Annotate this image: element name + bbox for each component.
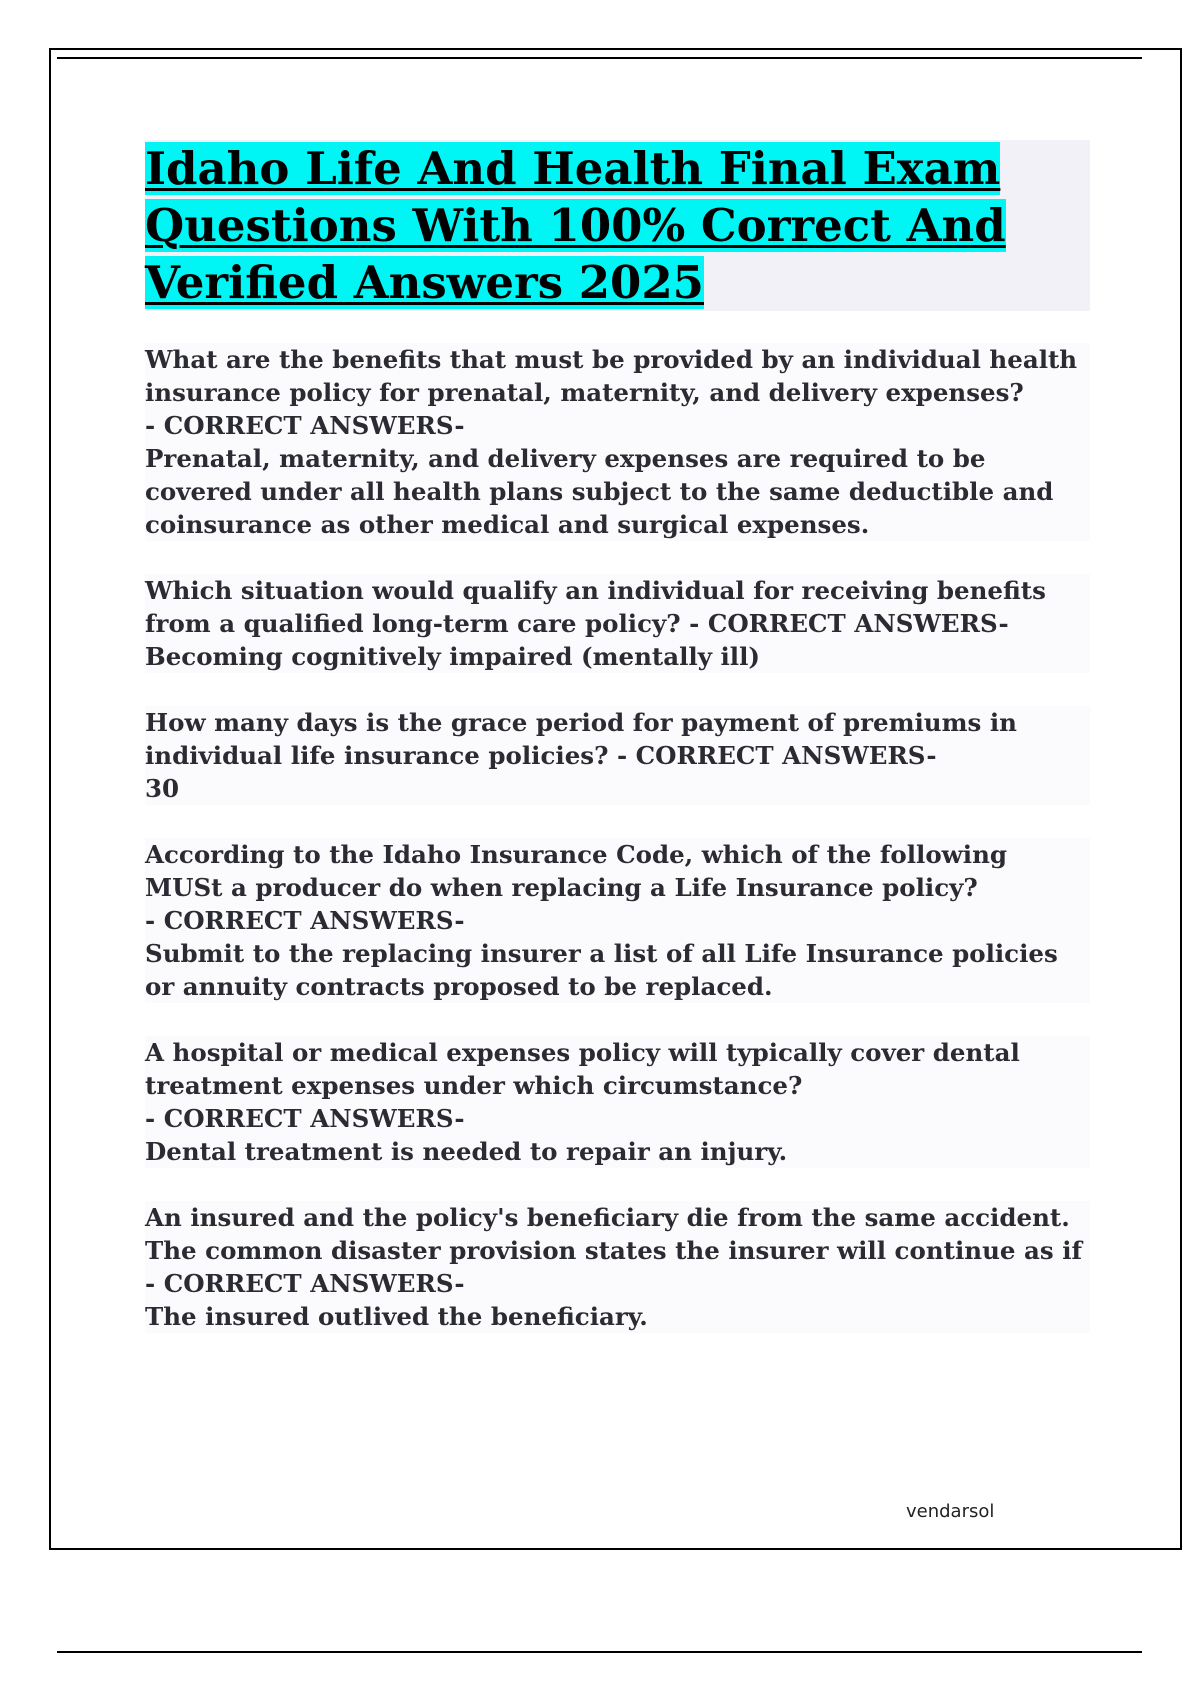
qa-item — [145, 706, 1090, 805]
bottom-rule — [57, 1651, 1142, 1653]
title-block — [145, 140, 1090, 311]
answer-marker: - CORRECT ANSWERS- — [145, 1269, 465, 1298]
top-rule — [57, 57, 1142, 59]
answer: Dental treatment is needed to repair an injury. — [145, 1137, 788, 1166]
question-text: According to the Idaho Insurance Code, which of the following MUSt a producer do when replacing a Life Insurance policy? — [145, 840, 1008, 902]
question — [145, 1036, 1090, 1135]
document-title-text: Idaho Life And Health Final Exam Questions With 100% Correct And Verified Answers 2025 — [145, 142, 1006, 309]
answer-marker: - CORRECT ANSWERS- — [616, 741, 937, 770]
question-text: How many days is the grace period for payment of premiums in individual life insurance policies? — [145, 708, 1017, 770]
qa-item — [145, 343, 1090, 541]
question — [145, 574, 1090, 640]
answer-marker: - CORRECT ANSWERS- — [145, 906, 465, 935]
qa-item — [145, 574, 1090, 673]
document-body — [145, 140, 1095, 1366]
question-text: Which situation would qualify an individual for receiving benefits from a qualified long-term care policy? — [145, 576, 1046, 638]
document-title — [145, 140, 1090, 311]
answer-marker: - CORRECT ANSWERS- — [145, 411, 465, 440]
question — [145, 706, 1090, 772]
question-text: What are the benefits that must be provided by an individual health insurance policy for prenatal, maternity, and delivery expenses? — [145, 345, 1078, 407]
qa-item — [145, 1201, 1090, 1333]
question-text: A hospital or medical expenses policy will typically cover dental treatment expenses under which circumstance? — [145, 1038, 1020, 1100]
answer: The insured outlived the beneficiary. — [145, 1302, 648, 1331]
answer-marker: - CORRECT ANSWERS- — [689, 609, 1009, 638]
answer: Submit to the replacing insurer a list of all Life Insurance policies or annuity contracts proposed to be replaced. — [145, 939, 1058, 1001]
answer-marker: - CORRECT ANSWERS- — [145, 1104, 465, 1133]
question — [145, 1201, 1090, 1300]
question — [145, 343, 1090, 442]
answer: Prenatal, maternity, and delivery expenses are required to be covered under all health plans subject to the same deductible and coinsurance as other medical and surgical expenses. — [145, 444, 1054, 539]
qa-item — [145, 1036, 1090, 1168]
answer: Becoming cognitively impaired (mentally ill) — [145, 642, 760, 671]
answer: 30 — [145, 774, 180, 803]
question — [145, 838, 1090, 937]
qa-item — [145, 838, 1090, 1003]
footer-author: vendarsol — [906, 1501, 995, 1522]
question-text: An insured and the policy's beneficiary die from the same accident. The common disaster provision states the insurer will continue as if — [145, 1203, 1083, 1265]
